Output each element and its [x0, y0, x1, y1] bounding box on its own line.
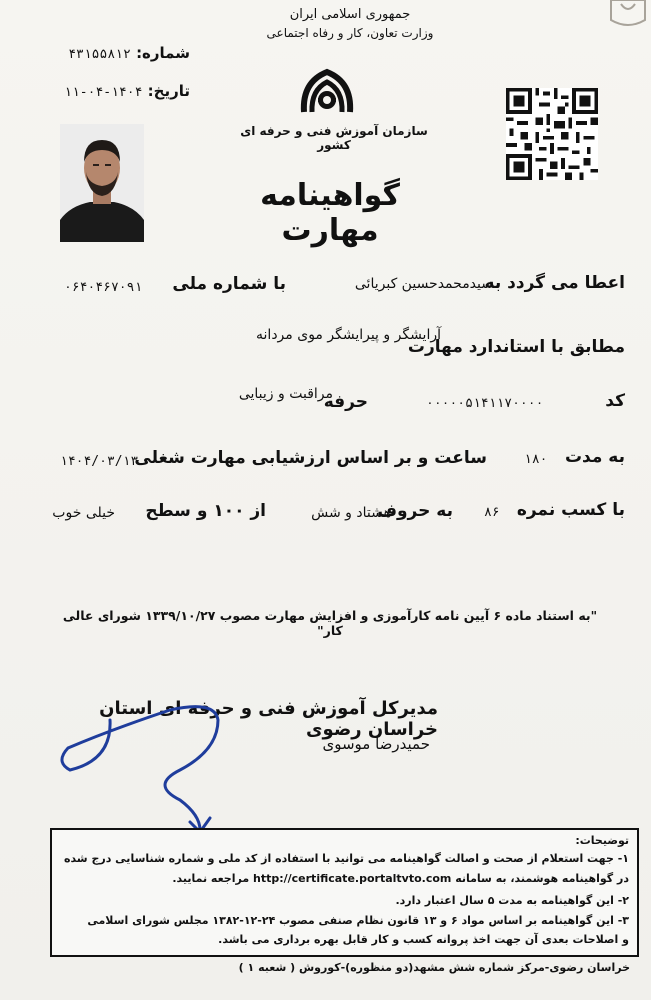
tvto-logo-icon: [296, 64, 358, 120]
emblem-icon: [605, 0, 651, 28]
note-3b: و اصلاحات بعدی آن جهت اخذ پروانه کسب و کار قابل بهره برداری می باشد.: [218, 933, 629, 946]
issuing-center: خراسان رضوی-مرکز شماره شش مشهد(دو منظوره)-کوروش ( شعبه ۱ ): [238, 961, 630, 974]
certificate-title: گواهینامه مهارت: [260, 178, 400, 248]
date-label: تاریخ:: [147, 82, 190, 100]
number-value: ۴۳۱۵۵۸۱۲: [68, 47, 131, 62]
level-label: از ۱۰۰ و سطح: [145, 501, 266, 521]
signer-title: مدیرکل آموزش فنی و حرفه ای استان خراسان رضوی: [99, 698, 438, 740]
header: [250, 6, 450, 42]
score-words: هشتاد و شش: [311, 505, 391, 521]
score-words-label: به حروف: [377, 501, 453, 521]
standard-name: آرایشگر و پیرایشگر موی مردانه: [256, 327, 441, 343]
note-2: ۲- این گواهینامه به مدت ۵ سال اعتبار دارد.: [395, 894, 629, 907]
signature-scribble: [50, 690, 230, 840]
hours-label: ساعت و بر اساس ارزشیابی مهارت شغلی: [134, 448, 487, 468]
national-id: ۰۶۴۰۴۶۷۰۹۱: [64, 280, 143, 295]
code-label: کد: [605, 391, 625, 411]
evaluation-date: ۱۴۰۴/۰۳/۱۳: [60, 454, 139, 469]
number-label: شماره:: [136, 44, 190, 62]
national-id-label: با شماره ملی: [172, 274, 286, 294]
score-value: ۸۶: [484, 505, 500, 520]
duration-value: ۱۸۰: [524, 452, 548, 467]
code-value: ۰۰۰۰۰۵۱۴۱۱۷۰۰۰۰: [426, 396, 544, 411]
duration-label: به مدت: [564, 447, 625, 467]
organization-name: سازمان آموزش فنی و حرفه ای کشور: [240, 124, 428, 152]
ministry-name: وزارت تعاون، کار و رفاه اجتماعی: [266, 26, 434, 40]
note-1a: ۱- جهت استعلام از صحت و اصالت گواهینامه می توانید با استفاده از کد ملی و شماره شناسایی درج شده: [63, 852, 629, 865]
signer-name: حمیدرضا موسوی: [322, 735, 430, 753]
notes-title: توضیحات:: [575, 834, 629, 847]
certificate-number: [40, 44, 190, 62]
certificate-date: [40, 82, 190, 100]
level-value: خیلی خوب: [52, 505, 115, 521]
standard-label: مطابق با استاندارد مهارت: [407, 337, 625, 357]
date-value: ۱۴۰۴-۰۴-۱۱: [64, 85, 143, 100]
qr-code: [506, 88, 598, 180]
score-label: با کسب نمره: [516, 500, 625, 520]
note-3a: ۳- این گواهینامه بر اساس مواد ۶ و ۱۳ قانون نظام صنفی مصوب ۲۴-۱۲-۱۳۸۲ مجلس شورای اسلامی: [87, 914, 629, 927]
holder-name: سیدمحمدحسین کبریائی: [354, 276, 493, 292]
notes-box: [50, 828, 639, 957]
profession-value: مراقبت و زیبایی: [238, 386, 333, 402]
granted-label: اعطا می گردد به: [484, 273, 625, 293]
country-name: جمهوری اسلامی ایران: [289, 7, 411, 22]
note-1b: در گواهینامه هوشمند، به سامانه http://certificate.portaltvto.com مراجعه نمایید.: [172, 872, 629, 885]
profession-label: حرفه: [323, 392, 368, 412]
legal-reference: "به استناد ماده ۶ آیین نامه کارآموزی و افزایش مهارت مصوب ۱۳۳۹/۱۰/۲۷ شورای عالی کار": [62, 608, 598, 638]
holder-photo: [60, 124, 144, 242]
